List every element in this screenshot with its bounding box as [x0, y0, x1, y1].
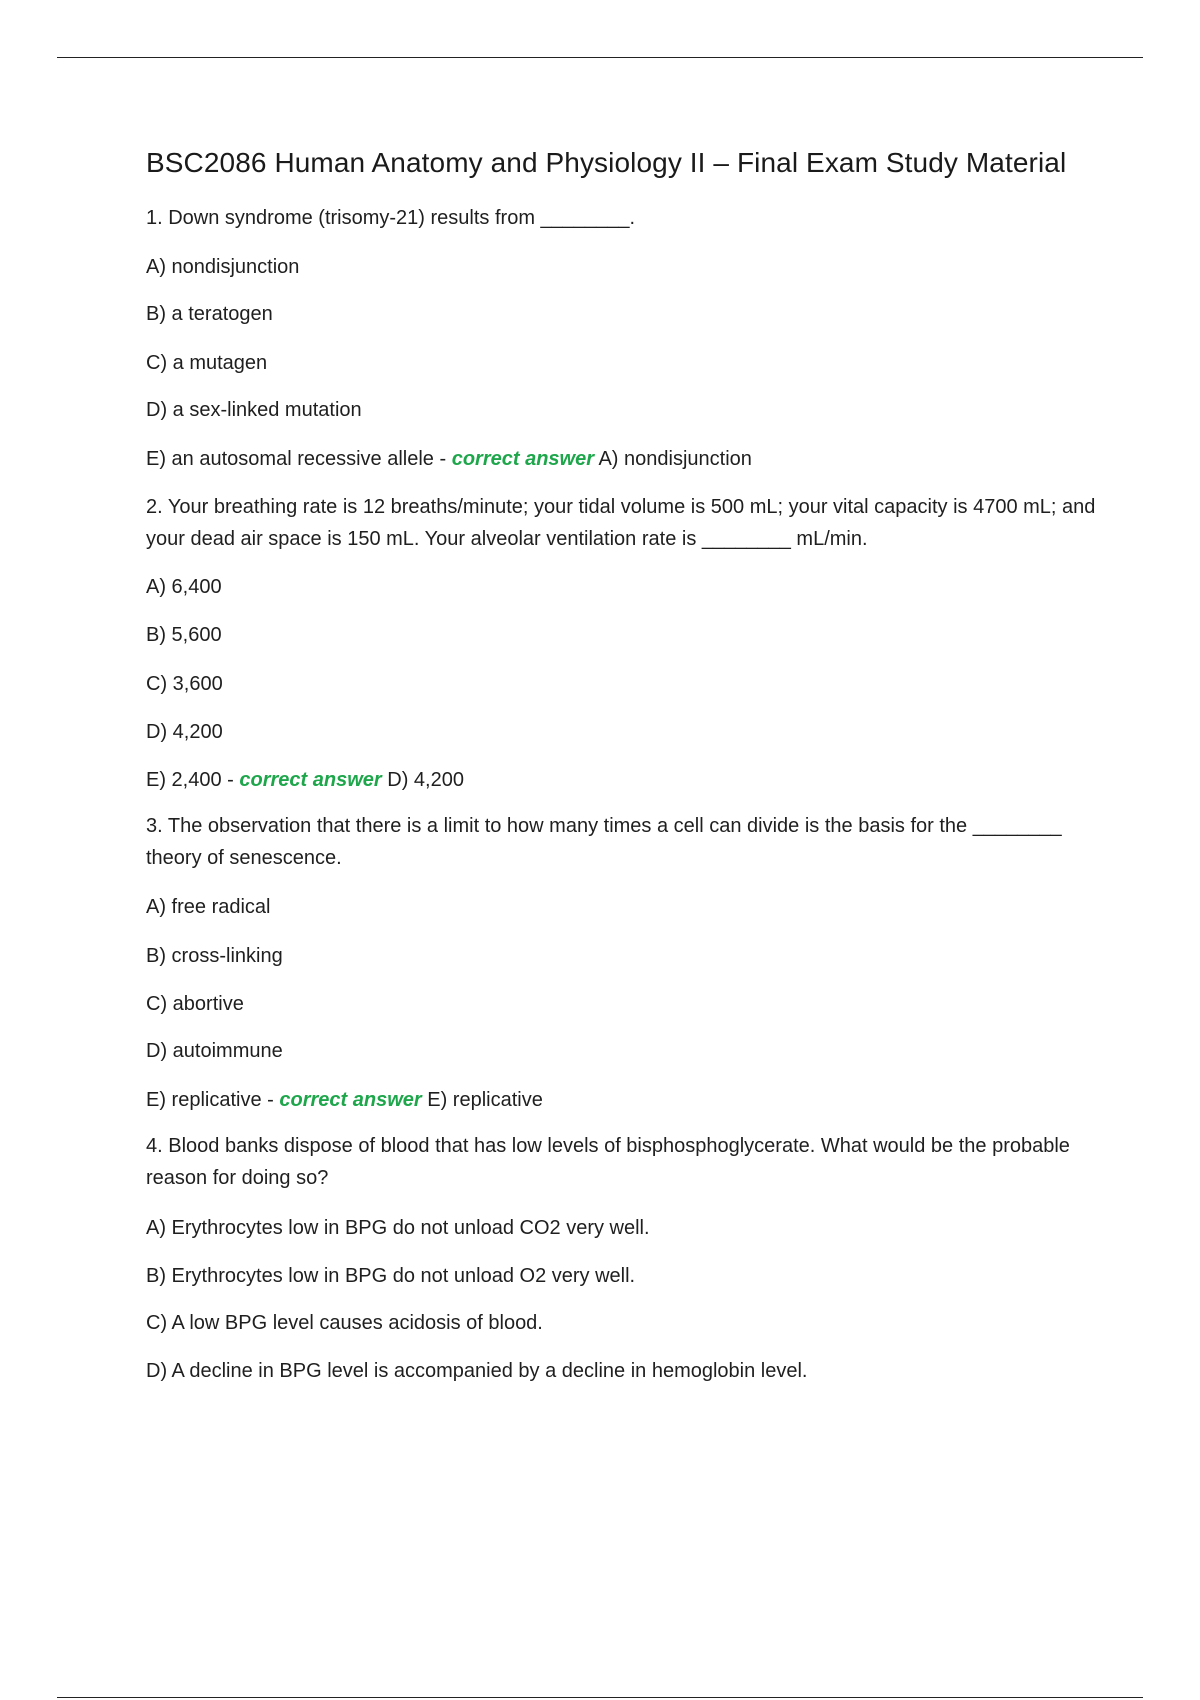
question-3-answer: E) replicative: [421, 1089, 543, 1111]
question-2-option-b: B) 5,600: [146, 624, 222, 646]
question-3-option-a: A) free radical: [146, 896, 271, 918]
question-1-option-e-with-answer: [146, 443, 752, 475]
question-2-answer: D) 4,200: [381, 769, 464, 791]
question-3-option-c: C) abortive: [146, 993, 244, 1015]
question-3-stem: 3. The observation that there is a limit to how many times a cell can divide is the basis for the ________ theory of senescence.: [146, 815, 1062, 869]
question-4-option-b: B) Erythrocytes low in BPG do not unload O2 very well.: [146, 1265, 636, 1287]
question-4-option-a: A) Erythrocytes low in BPG do not unload CO2 very well.: [146, 1217, 650, 1239]
question-4-stem: 4. Blood banks dispose of blood that has low levels of bisphosphoglycerate. What would be the probable reason for doing so?: [146, 1135, 1070, 1189]
answer-separator: -: [433, 448, 452, 470]
top-rule: [57, 57, 1143, 58]
question-2-option-c: C) 3,600: [146, 673, 223, 695]
answer-separator: -: [261, 1089, 280, 1111]
question-4-option-d: D) A decline in BPG level is accompanied by a decline in hemoglobin level.: [146, 1360, 808, 1382]
document-title: BSC2086 Human Anatomy and Physiology II – Final Exam Study Material: [146, 147, 1067, 178]
question-1-option-e: E) an autosomal recessive allele: [146, 448, 434, 470]
question-2-option-a: A) 6,400: [146, 576, 222, 598]
question-3-option-d: D) autoimmune: [146, 1040, 283, 1062]
question-3-option-e: E) replicative: [146, 1089, 262, 1111]
question-1-answer: A) nondisjunction: [594, 448, 752, 470]
answer-separator: -: [221, 769, 240, 791]
question-1-option-d: D) a sex-linked mutation: [146, 399, 362, 421]
bottom-rule: [57, 1697, 1143, 1698]
question-1-option-b: B) a teratogen: [146, 303, 273, 325]
question-2-option-d: D) 4,200: [146, 721, 223, 743]
question-3-option-e-with-answer: [146, 1084, 543, 1116]
question-1-option-c: C) a mutagen: [146, 352, 268, 374]
question-4-option-c: C) A low BPG level causes acidosis of blood.: [146, 1312, 543, 1334]
question-2-stem: 2. Your breathing rate is 12 breaths/minute; your tidal volume is 500 mL; your vital capacity is 4700 mL; and your dead air space is 150 mL. Your alveolar ventilation rate is ________ mL/min.: [146, 496, 1096, 550]
question-1-option-a: A) nondisjunction: [146, 256, 300, 278]
question-1-stem: 1. Down syndrome (trisomy-21) results from ________.: [146, 207, 636, 229]
correct-answer-label: correct answer: [279, 1089, 422, 1111]
correct-answer-label: correct answer: [239, 769, 382, 791]
question-3-option-b: B) cross-linking: [146, 945, 283, 967]
question-2-option-e-with-answer: [146, 764, 464, 796]
correct-answer-label: correct answer: [451, 448, 594, 470]
question-2-option-e: E) 2,400: [146, 769, 222, 791]
